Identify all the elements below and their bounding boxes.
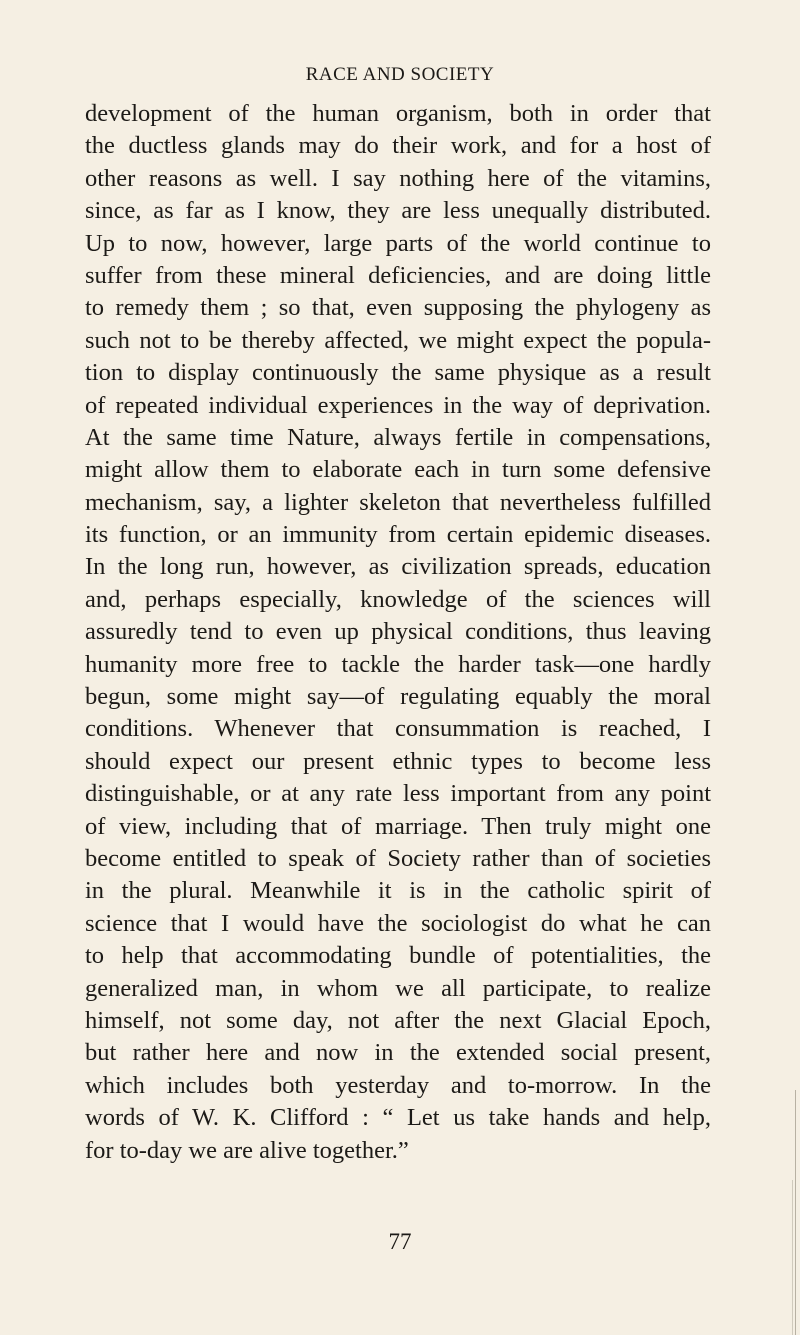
text-line: to remedy them ; so that, even supposing the phylogeny as — [85, 294, 711, 322]
text-line: assuredly tend to even up physical conditions, thus leaving — [85, 618, 711, 646]
page-edge-shadow — [795, 1090, 796, 1335]
text-line: its function, or an immunity from certain epidemic diseases. — [85, 521, 711, 549]
text-line: other reasons as well. I say nothing here of the vitamins, — [85, 164, 711, 192]
page-edge-shadow — [792, 1180, 793, 1335]
text-line: of view, including that of marriage. Then truly might one — [85, 812, 711, 840]
text-line: in the plural. Meanwhile it is in the catholic spirit of — [85, 877, 711, 905]
text-line: which includes both yesterday and to-morrow. In the — [85, 1071, 711, 1099]
text-line: might allow them to elaborate each in turn some defensive — [85, 456, 711, 484]
page-number: 77 — [388, 1229, 412, 1254]
text-line: to help that accommodating bundle of potentialities, the — [85, 942, 711, 970]
text-line: the ductless glands may do their work, and for a host of — [85, 132, 711, 160]
text-line: such not to be thereby affected, we might expect the popula- — [85, 326, 711, 354]
text-line: development of the human organism, both in order that — [85, 100, 711, 127]
text-line: mechanism, say, a lighter skeleton that nevertheless fulfilled — [85, 488, 711, 516]
text-line: conditions. Whenever that consummation is reached, I — [85, 715, 711, 743]
text-line: since, as far as I know, they are less unequally distributed. — [85, 197, 711, 225]
text-line: suffer from these mineral deficiencies, and are doing little — [85, 261, 711, 289]
text-line: become entitled to speak of Society rather than of societies — [85, 844, 711, 872]
text-line: science that I would have the sociologist do what he can — [85, 909, 711, 937]
text-line: of repeated individual experiences in the way of deprivation. — [85, 391, 711, 419]
text-line: should expect our present ethnic types to become less — [85, 747, 711, 775]
text-line: generalized man, in whom we all participate, to realize — [85, 974, 711, 1002]
text-line: but rather here and now in the extended social present, — [85, 1039, 711, 1067]
text-line: humanity more free to tackle the harder task—one hardly — [85, 650, 711, 678]
text-line: At the same time Nature, always fertile in compensations, — [85, 423, 711, 451]
text-line: In the long run, however, as civilization spreads, education — [85, 553, 711, 581]
text-line-last: for to-day we are alive together.” — [85, 1136, 409, 1164]
text-line: Up to now, however, large parts of the world continue to — [85, 229, 711, 257]
body-text — [85, 98, 711, 1167]
running-head: RACE AND SOCIETY — [305, 64, 495, 85]
text-line: tion to display continuously the same physique as a result — [85, 359, 711, 387]
text-line: begun, some might say—of regulating equably the moral — [85, 683, 711, 711]
text-line: himself, not some day, not after the next Glacial Epoch, — [85, 1006, 711, 1034]
text-line: distinguishable, or at any rate less important from any point — [85, 780, 711, 808]
text-line: and, perhaps especially, knowledge of the sciences will — [85, 585, 711, 613]
text-line: words of W. K. Clifford : “ Let us take hands and help, — [85, 1104, 711, 1132]
